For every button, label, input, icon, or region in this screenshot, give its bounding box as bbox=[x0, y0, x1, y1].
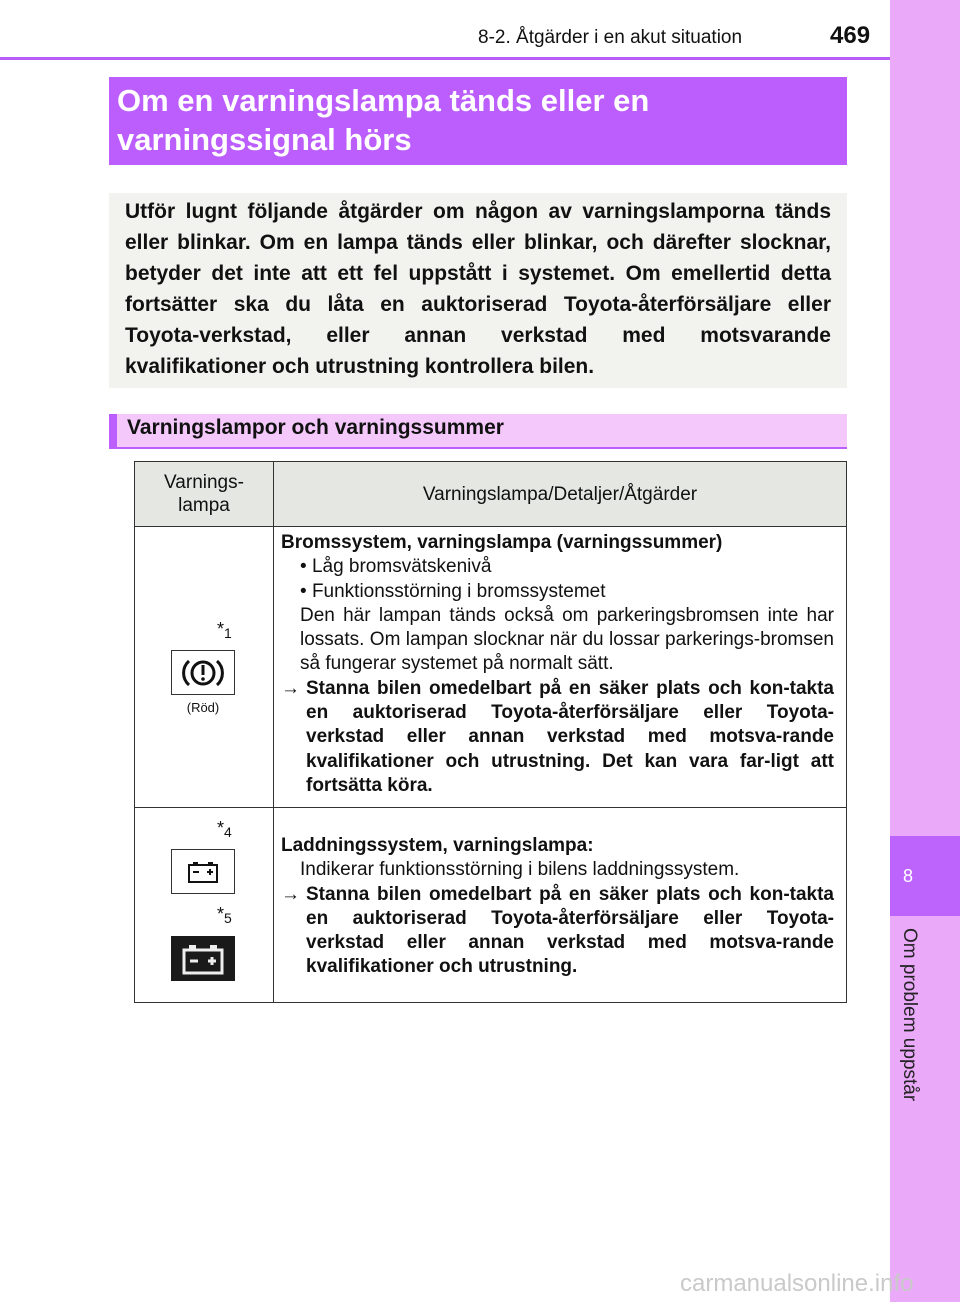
footnote-ref: $*_4$ bbox=[217, 818, 232, 840]
details-cell bbox=[274, 808, 847, 1003]
table-row bbox=[135, 527, 847, 808]
action-line bbox=[281, 677, 834, 798]
running-title: 8-2. Åtgärder i en akut situation bbox=[478, 27, 743, 48]
header-lamp: Varnings- lampa bbox=[135, 462, 274, 527]
lamp-color-label: (Röd) bbox=[186, 700, 220, 715]
battery-charge-icon bbox=[171, 849, 235, 894]
chapter-tab[interactable]: 8 bbox=[890, 836, 960, 916]
lamp-cell bbox=[135, 808, 274, 1003]
row-detail: Indikerar funktionsstörning i bilens laddningssystem. bbox=[300, 859, 740, 881]
header-details: Varningslampa/Detaljer/Åtgärder bbox=[274, 462, 847, 527]
chapter-sidebar bbox=[890, 0, 960, 1302]
arrow-icon: → bbox=[281, 883, 300, 905]
footnote-ref: $*_1$ bbox=[217, 619, 232, 641]
warning-lamp-table bbox=[134, 461, 847, 1003]
arrow-icon: → bbox=[281, 677, 300, 699]
lamp-cell bbox=[135, 527, 274, 808]
table-header-row bbox=[135, 462, 847, 527]
action-text: Stanna bilen omedelbart på en säker plats och kon-takta en auktoriserad Toyota-återförsäljare eller Toyota-verkstad eller annan verkstad med motsva-rande kvalifikationer och utrustning. bbox=[306, 883, 834, 978]
section-heading: Varningslampor och varningssummer bbox=[109, 414, 847, 449]
row-title: Laddningssystem, varningslampa: bbox=[281, 835, 594, 856]
row-detail: Den här lampan tänds också om parkeringsbromsen inte har lossats. Om lampan slocknar när du lossar parkerings-bromsen så fungerar systemet på normalt sätt. bbox=[300, 604, 834, 675]
action-line bbox=[281, 883, 834, 980]
bullet-item: • Låg bromsvätskenivå bbox=[300, 556, 492, 578]
page-number: 469 bbox=[830, 22, 871, 49]
table-row bbox=[135, 808, 847, 1003]
action-text: Stanna bilen omedelbart på en säker plats och kon-takta en auktoriserad Toyota-återförsäljare eller Toyota-verkstad eller annan verkstad med motsva-rande kvalifikationer och utrustning. Det kan vara far-ligt att fortsätta köra. bbox=[306, 677, 834, 796]
header-rule bbox=[0, 57, 890, 60]
row-title: Bromssystem, varningslampa (varningssummer) bbox=[281, 532, 723, 553]
chapter-title: Om problem uppstår bbox=[899, 928, 920, 1102]
footnote-ref: $*_5$ bbox=[217, 904, 232, 926]
intro-text: Utför lugnt följande åtgärder om någon av varningslamporna tänds eller blinkar. Om en lampa tänds eller blinkar, och därefter slocknar, betyder det inte att ett fel uppstått i systemet. Om emellertid detta fortsätter ska du låta en auktoriserad Toyota-återförsäljare eller Toyota-verkstad, eller annan verkstad med motsvarande kvalifikationer och utrustning kontrollera bilen. bbox=[109, 193, 847, 388]
brake-warning-icon bbox=[171, 650, 235, 695]
watermark: carmanualsonline.info bbox=[680, 1270, 914, 1297]
page-title: Om en varningslampa tänds eller en varningssignal hörs bbox=[109, 77, 847, 165]
bullet-item: • Funktionsstörning i bromssystemet bbox=[300, 580, 606, 602]
details-cell bbox=[274, 527, 847, 808]
battery-charge-icon-dark bbox=[171, 936, 235, 981]
